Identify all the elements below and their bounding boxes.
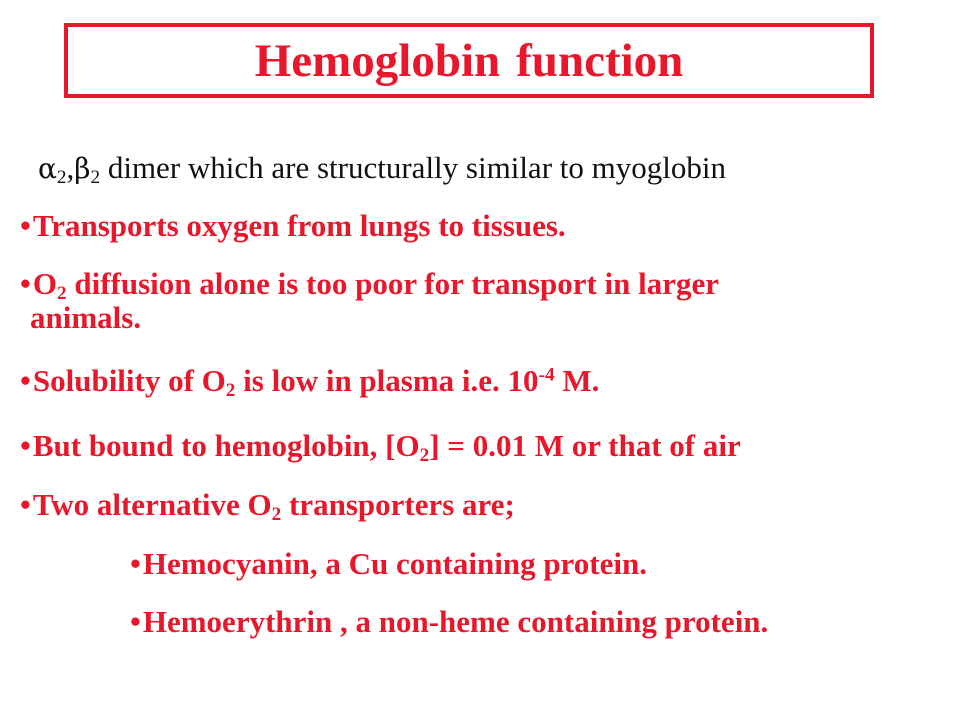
sub-bullet-hemocyanin <box>130 546 647 582</box>
bullet-marker: • <box>20 363 31 398</box>
bullet-text-post: transporters are; <box>281 487 515 522</box>
slide-title <box>255 34 684 88</box>
bullet-text: diffusion alone is too poor for transport in larger <box>66 266 720 301</box>
title-box <box>64 23 874 98</box>
bullet-text-pre: O <box>32 266 57 301</box>
o2-subscript: 2 <box>56 282 67 304</box>
bullet-text: Hemocyanin, a Cu containing protein. <box>142 546 647 581</box>
bullet-text-cont: animals. <box>30 300 142 335</box>
bullet-marker: • <box>20 487 31 522</box>
bullet-item-diffusion-continuation <box>30 300 141 336</box>
beta-subscript: 2 <box>90 166 101 188</box>
o2-subscript: 2 <box>271 503 282 525</box>
bullet-marker: • <box>20 428 31 463</box>
title-word-2: function <box>516 34 684 87</box>
bullet-item-transport <box>20 208 566 244</box>
bullet-item-bound <box>20 428 741 464</box>
bullet-text-post: ] = 0.01 M or that of air <box>429 428 741 463</box>
bullet-item-solubility <box>20 363 599 399</box>
comma: , <box>66 150 75 185</box>
title-word-1: Hemoglobin <box>254 34 501 87</box>
alpha-subscript: 2 <box>56 166 67 188</box>
beta-symbol: β <box>74 152 91 185</box>
exponent-superscript: -4 <box>538 364 555 386</box>
bullet-marker: • <box>130 546 141 581</box>
bullet-text-pre: But bound to hemoglobin, [O <box>32 428 420 463</box>
bullet-marker: • <box>20 266 31 301</box>
dimer-text: dimer which are structurally similar to myoglobin <box>100 150 726 185</box>
bullet-text-post: M. <box>554 363 600 398</box>
dimer-line <box>38 150 726 187</box>
bullet-text-mid: is low in plasma i.e. 10 <box>235 363 539 398</box>
alpha-symbol: α <box>38 152 57 185</box>
bullet-text-pre: Solubility of O <box>32 363 226 398</box>
bullet-marker: • <box>20 208 31 243</box>
bullet-item-transporters <box>20 487 515 523</box>
bullet-text-pre: Two alternative O <box>32 487 272 522</box>
bullet-marker: • <box>130 604 141 639</box>
sub-bullet-hemoerythrin <box>130 604 768 640</box>
o2-subscript: 2 <box>225 379 236 401</box>
bullet-item-diffusion <box>20 266 719 302</box>
bullet-text: Hemoerythrin , a non-heme containing protein. <box>142 604 769 639</box>
bullet-text: Transports oxygen from lungs to tissues. <box>32 208 566 243</box>
o2-subscript: 2 <box>419 444 430 466</box>
